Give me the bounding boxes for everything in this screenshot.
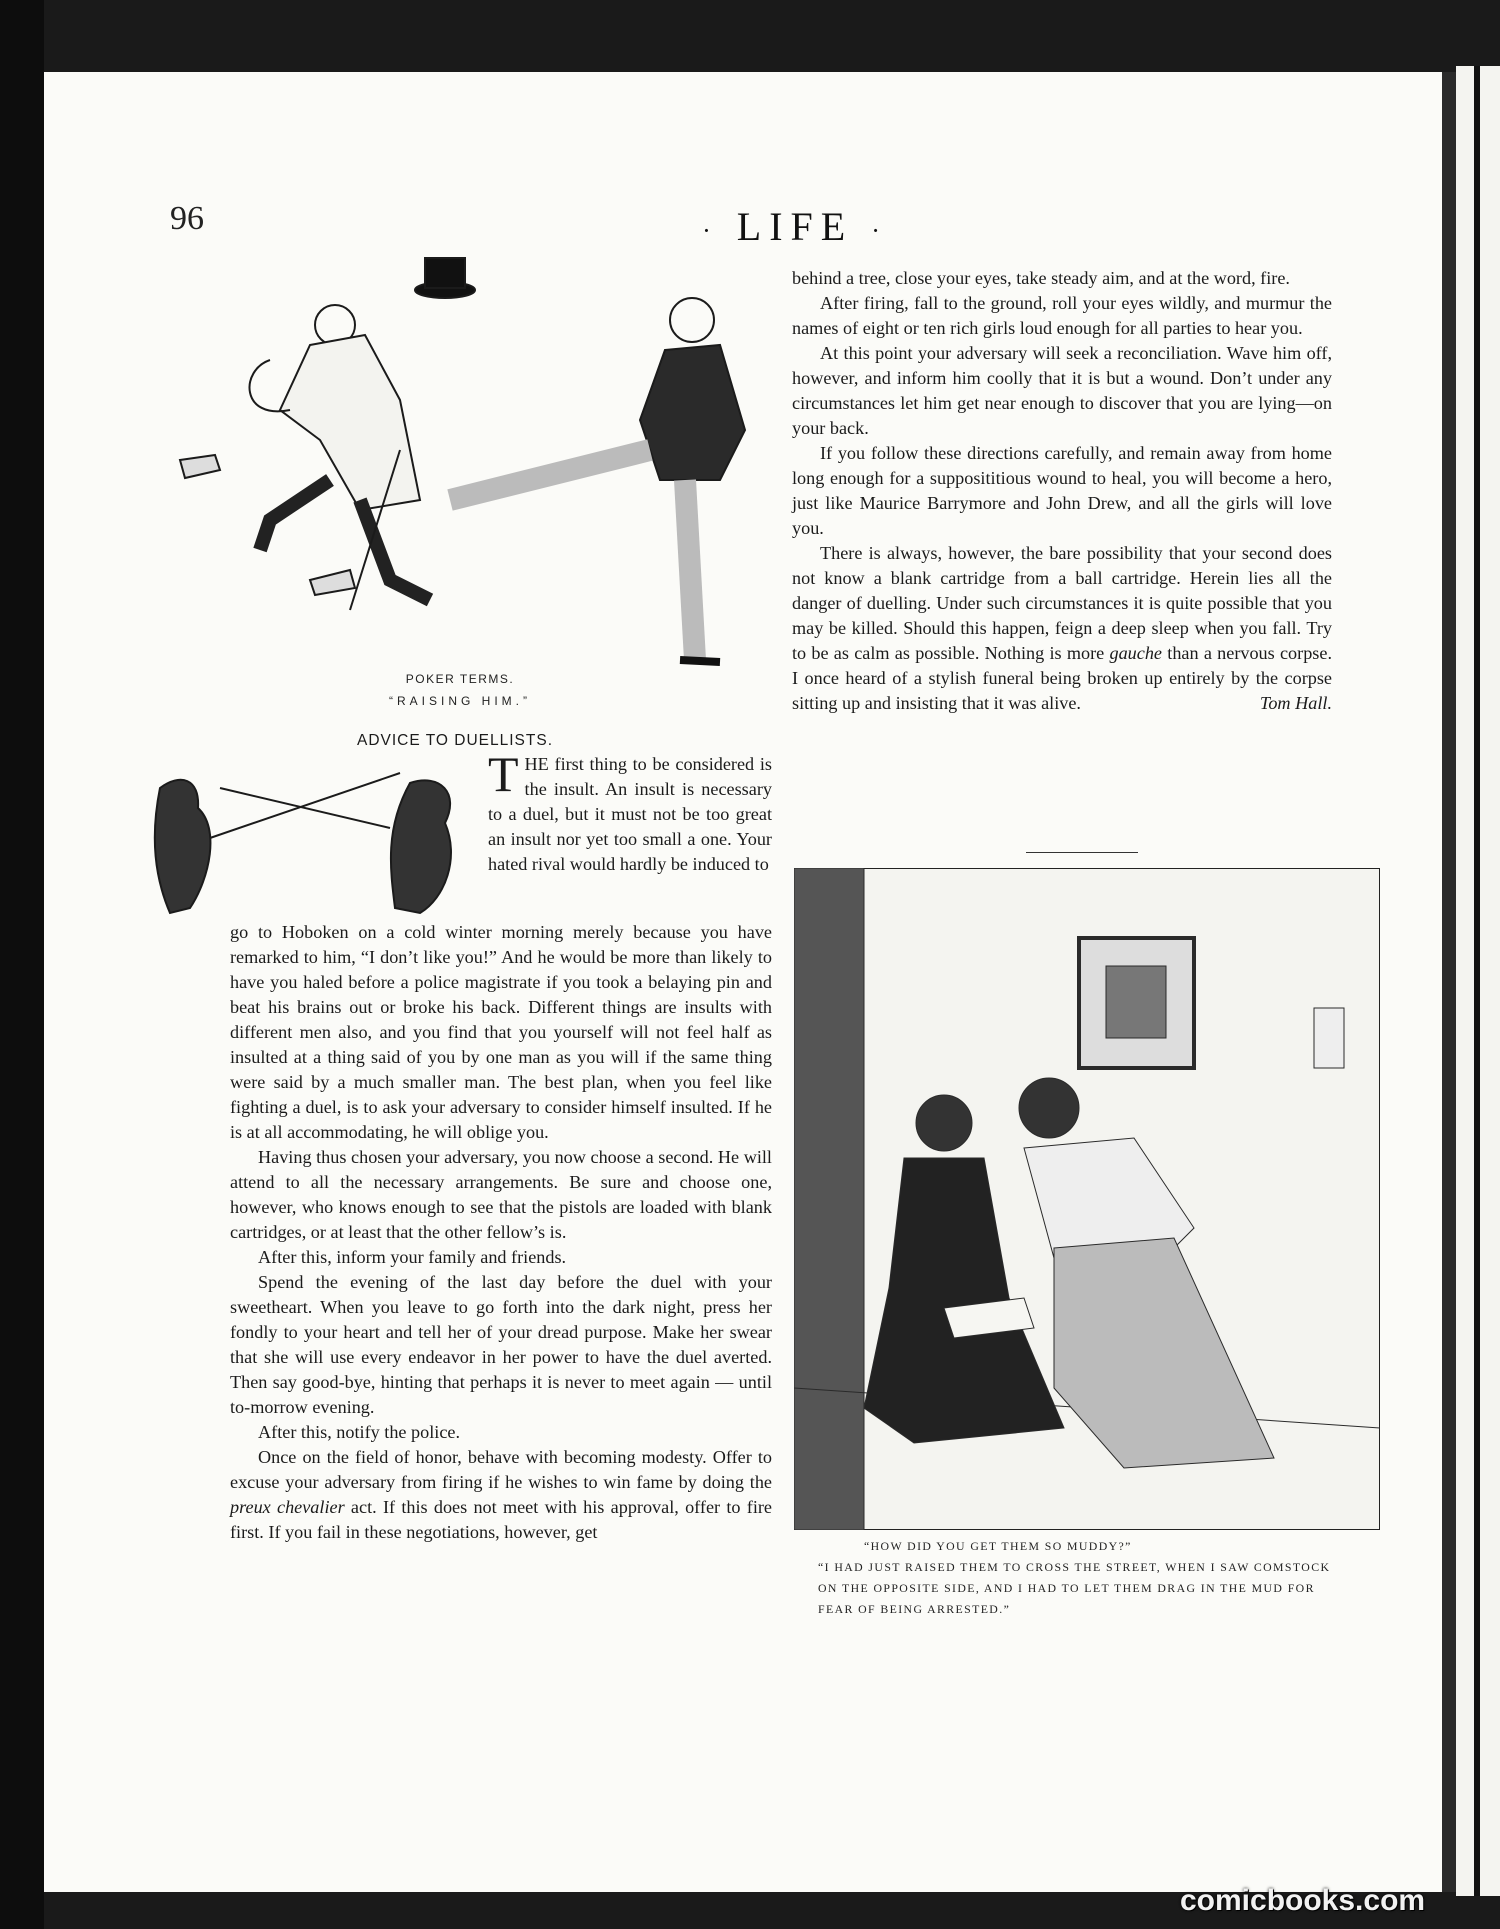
poker-caption-title: POKER TERMS. [405,672,515,686]
masthead-dot-right: · [871,215,888,245]
text-run: There is always, however, the bare possibility that your second does not know a blank cartridge from a ball cartridge. Herein lies all the danger of duelling. Under such circumstances it is quite possible that you may be killed. Should this happen, feign a deep sleep when you fall. Try to be as calm as possible. Nothing is more [792,543,1332,663]
italic-phrase: preux chevalier [230,1497,345,1517]
right-column [792,266,1332,716]
text-run: Once on the field of honor, behave with becoming modesty. Offer to excuse your adversary from firing if he wishes to win fame by doing the [230,1447,772,1492]
kicker-kicking-leg [450,450,650,500]
left-paragraph: go to Hoboken on a cold winter morning merely because you have remarked to him, “I don’t like you!” And he would be more than likely to have you haled before a police magistrate if you took a belaying pin and beat his brains out or broke his back. Different things are insults with different men also, and you find that you yourself will not feel half as insulted at a thing said of you by one man as you will if the same thing were said by a much smaller man. The best plan, when you feel like fighting a duel, is to ask your adversary to consider himself insulted. If he is at all accommodating, he will oblige you. [230,922,772,1142]
section-rule [1026,852,1138,853]
right-paragraph-last [792,541,1332,716]
standing-woman-head [1019,1078,1079,1138]
right-paragraph: If you follow these directions carefully, and remain away from home long enough for a supposititious wound to heal, you will become a hero, just like Maurice Barrymore and John Drew, and all the girls will love you. [792,443,1332,538]
left-paragraph: After this, inform your family and friends. [258,1247,567,1267]
author-signature: Tom Hall. [1259,693,1332,713]
monkey-right [391,780,451,913]
kicker-standing-leg [685,480,695,660]
right-paragraph: After firing, fall to the ground, roll your eyes wildly, and murmur the names of eight or ten rich girls loud enough for all parties to hear you. [792,293,1332,338]
rapier-right [220,788,390,828]
article-intro [488,746,772,877]
wall-switch [1314,1008,1344,1068]
left-paragraph-last [230,1445,772,1545]
poker-cartoon-illustration [160,250,760,680]
italic-phrase: gauche [1109,643,1163,663]
kicker-shoe [680,660,720,662]
scan-border-left [0,0,44,1929]
top-hat-crown [425,258,465,288]
page-number: 96 [170,200,204,237]
intro-text: HE first thing to be considered is the insult. An insult is necessary to a duel, but it must not be too great an insult nor yet too small a one. Your hated rival would hardly be induced to [488,754,772,874]
kicked-man-coat [280,335,420,510]
illustration-caption-line2: “I HAD JUST RAISED THEM TO CROSS THE STREET, WHEN I SAW COMSTOCK ON THE OPPOSITE SIDE, AND I HAD TO LET THEM DRAG IN THE MUD FOR FEAR OF BEING ARRESTED.” [818,1560,1331,1616]
flying-glove-2 [310,570,355,595]
fencing-monkeys-illustration [140,768,485,928]
monkey-left [155,780,211,913]
page-edge [1442,72,1456,1892]
drop-cap: T [488,746,519,802]
seated-woman-head [916,1095,972,1151]
kicker-coat [640,345,745,480]
masthead-title: LIFE [736,204,854,249]
left-column [230,920,772,1545]
wall-picture-portrait [1106,966,1166,1038]
rapier-left [210,773,400,838]
left-paragraph: After this, notify the police. [258,1422,461,1442]
right-paragraph: behind a tree, close your eyes, take steady aim, and at the word, fire. [792,268,1290,288]
left-paragraph: Having thus chosen your adversary, you now choose a second. He will attend to all the necessary arrangements. Be sure and choose one, however, who knows enough to see that the pistols are loaded with blank cartridges, or at least that the other fellow’s is. [230,1147,772,1242]
masthead-dot-left: · [702,215,719,245]
illustration-caption-line1: “HOW DID YOU GET THEM SO MUDDY?” [864,1539,1132,1553]
kicker-head [670,298,714,342]
masthead [680,203,910,250]
text-run: than a nervous corpse. I once heard of a stylish funeral being broken up entirely by the corpse sitting up and insisting that it was alive. [792,643,1332,713]
next-page-sliver [1456,66,1500,1896]
poker-caption-subtitle: “RAISING HIM.” [389,694,531,708]
doorway-shadow [794,868,864,1530]
muddy-skirts-illustration [794,868,1380,1530]
article-heading: ADVICE TO DUELLISTS. [356,732,553,749]
left-paragraph: Spend the evening of the last day before the duel with your sweetheart. When you leave to go forth into the dark night, press her fondly to your heart and tell her of your dread purpose. Make her swear that she will use every endeavor in her power to have the duel averted. Then say good-bye, hinting that perhaps it is never to meet again — until to-morrow evening. [230,1272,772,1417]
right-paragraph: At this point your adversary will seek a reconciliation. Wave him off, however, and inform him coolly that it is but a wound. Don’t under any circumstances let him get near enough to discover that you are lying—on your back. [792,343,1332,438]
watermark: comicbooks.com [1180,1884,1426,1917]
text-run: act. If this does not meet with his approval, offer to fire first. If you fail in these negotiations, however, get [230,1497,773,1542]
flying-glove [180,455,220,478]
